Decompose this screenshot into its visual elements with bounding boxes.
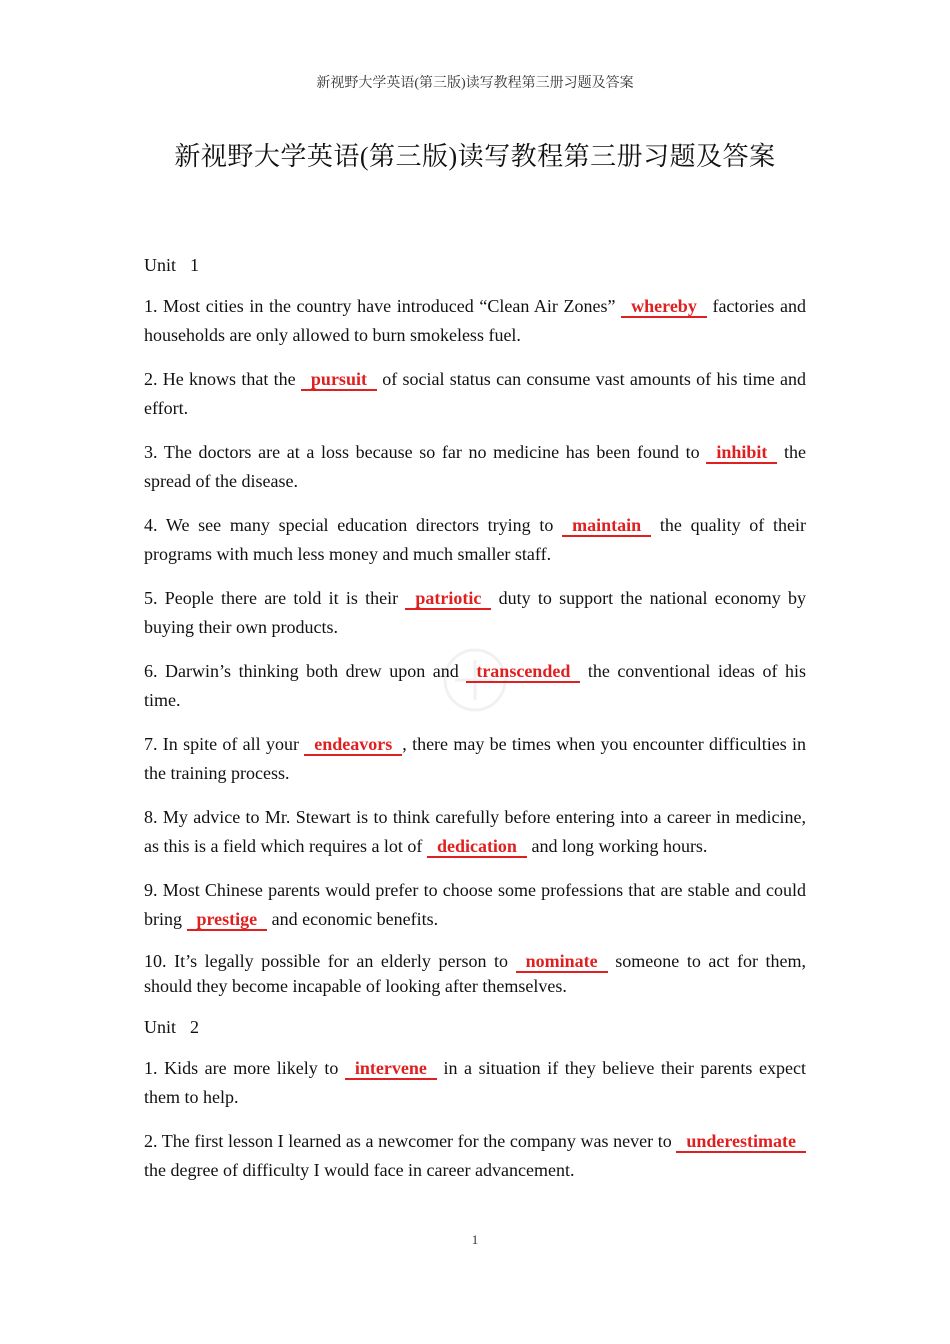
question-text-after: someone to act for them, should they become incapable of looking after themselves.: [144, 951, 807, 996]
answer-blank: prestige: [187, 909, 268, 931]
answer-blank: whereby: [621, 296, 707, 318]
document-body: [144, 252, 806, 1200]
question-text-after: the degree of difficulty I would face in career advancement.: [144, 1160, 575, 1180]
answer-blank: endeavors: [304, 734, 402, 756]
answer-blank: pursuit: [301, 369, 377, 391]
question-text-before: 9. Most Chinese parents would prefer to choose some professions that are stable and could bring: [144, 880, 806, 929]
question-item: [144, 1127, 806, 1185]
answer-blank: dedication: [427, 836, 527, 858]
question-text-after: and economic benefits.: [271, 909, 439, 929]
question-text-before: 6. Darwin’s thinking both drew upon and: [144, 661, 459, 681]
document-title: 新视野大学英语(第三版)读写教程第三册习题及答案: [174, 142, 776, 171]
question-item: [144, 438, 806, 496]
question-text-after: of social status can consume vast amounts of his time and effort.: [144, 369, 807, 418]
running-header: 新视野大学英语(第三版)读写教程第三册习题及答案: [316, 76, 634, 91]
question-item: [144, 876, 806, 934]
question-text-before: 1. Most cities in the country have introduced “Clean Air Zones”: [144, 296, 616, 316]
answer-blank: intervene: [345, 1058, 437, 1080]
question-text-before: 10. It’s legally possible for an elderly person to: [144, 951, 509, 971]
question-text-after: the conventional ideas of his time.: [144, 661, 807, 710]
answer-blank: patriotic: [405, 588, 491, 610]
unit-heading: [144, 1014, 806, 1040]
question-item: [144, 365, 806, 423]
question-item: [144, 803, 806, 861]
question-item: [144, 511, 806, 569]
answer-blank: underestimate: [676, 1131, 806, 1153]
question-text-after: in a situation if they believe their parents expect them to help.: [144, 1058, 806, 1107]
question-text-before: 1. Kids are more likely to: [144, 1058, 339, 1078]
question-item: [144, 584, 806, 642]
question-text-before: 5. People there are told it is their: [144, 588, 399, 608]
unit-label: Unit: [144, 1017, 177, 1037]
question-text-before: 4. We see many special education directors trying to: [144, 515, 554, 535]
page-number: 1: [471, 1232, 479, 1247]
answer-blank: transcended: [466, 661, 580, 683]
answer-blank: maintain: [562, 515, 651, 537]
question-item: [144, 730, 806, 788]
question-text-after: the quality of their programs with much less money and much smaller staff.: [144, 515, 807, 564]
question-item: [144, 949, 806, 999]
question-text-after: factories and households are only allowed to burn smokeless fuel.: [144, 296, 807, 345]
question-text-after: , there may be times when you encounter difficulties in the training process.: [144, 734, 806, 783]
question-text-before: 8. My advice to Mr. Stewart is to think carefully before entering into a career in medicine, as this is a field which requires a lot of: [144, 807, 806, 856]
question-item: [144, 657, 806, 715]
question-text-before: 7. In spite of all your: [144, 734, 299, 754]
question-item: [144, 292, 806, 350]
answer-blank: inhibit: [706, 442, 777, 464]
question-text-after: and long working hours.: [531, 836, 708, 856]
answer-blank: nominate: [516, 951, 608, 973]
question-text-before: 2. The first lesson I learned as a newcomer for the company was never to: [144, 1131, 672, 1151]
unit-number: 1: [190, 255, 200, 275]
question-text-before: 3. The doctors are at a loss because so far no medicine has been found to: [144, 442, 700, 462]
question-text-before: 2. He knows that the: [144, 369, 296, 389]
question-item: [144, 1054, 806, 1112]
unit-heading: [144, 252, 806, 278]
question-text-after: the spread of the disease.: [144, 442, 807, 491]
unit-number: 2: [190, 1017, 200, 1037]
question-text-after: duty to support the national economy by buying their own products.: [144, 588, 807, 637]
unit-label: Unit: [144, 255, 177, 275]
